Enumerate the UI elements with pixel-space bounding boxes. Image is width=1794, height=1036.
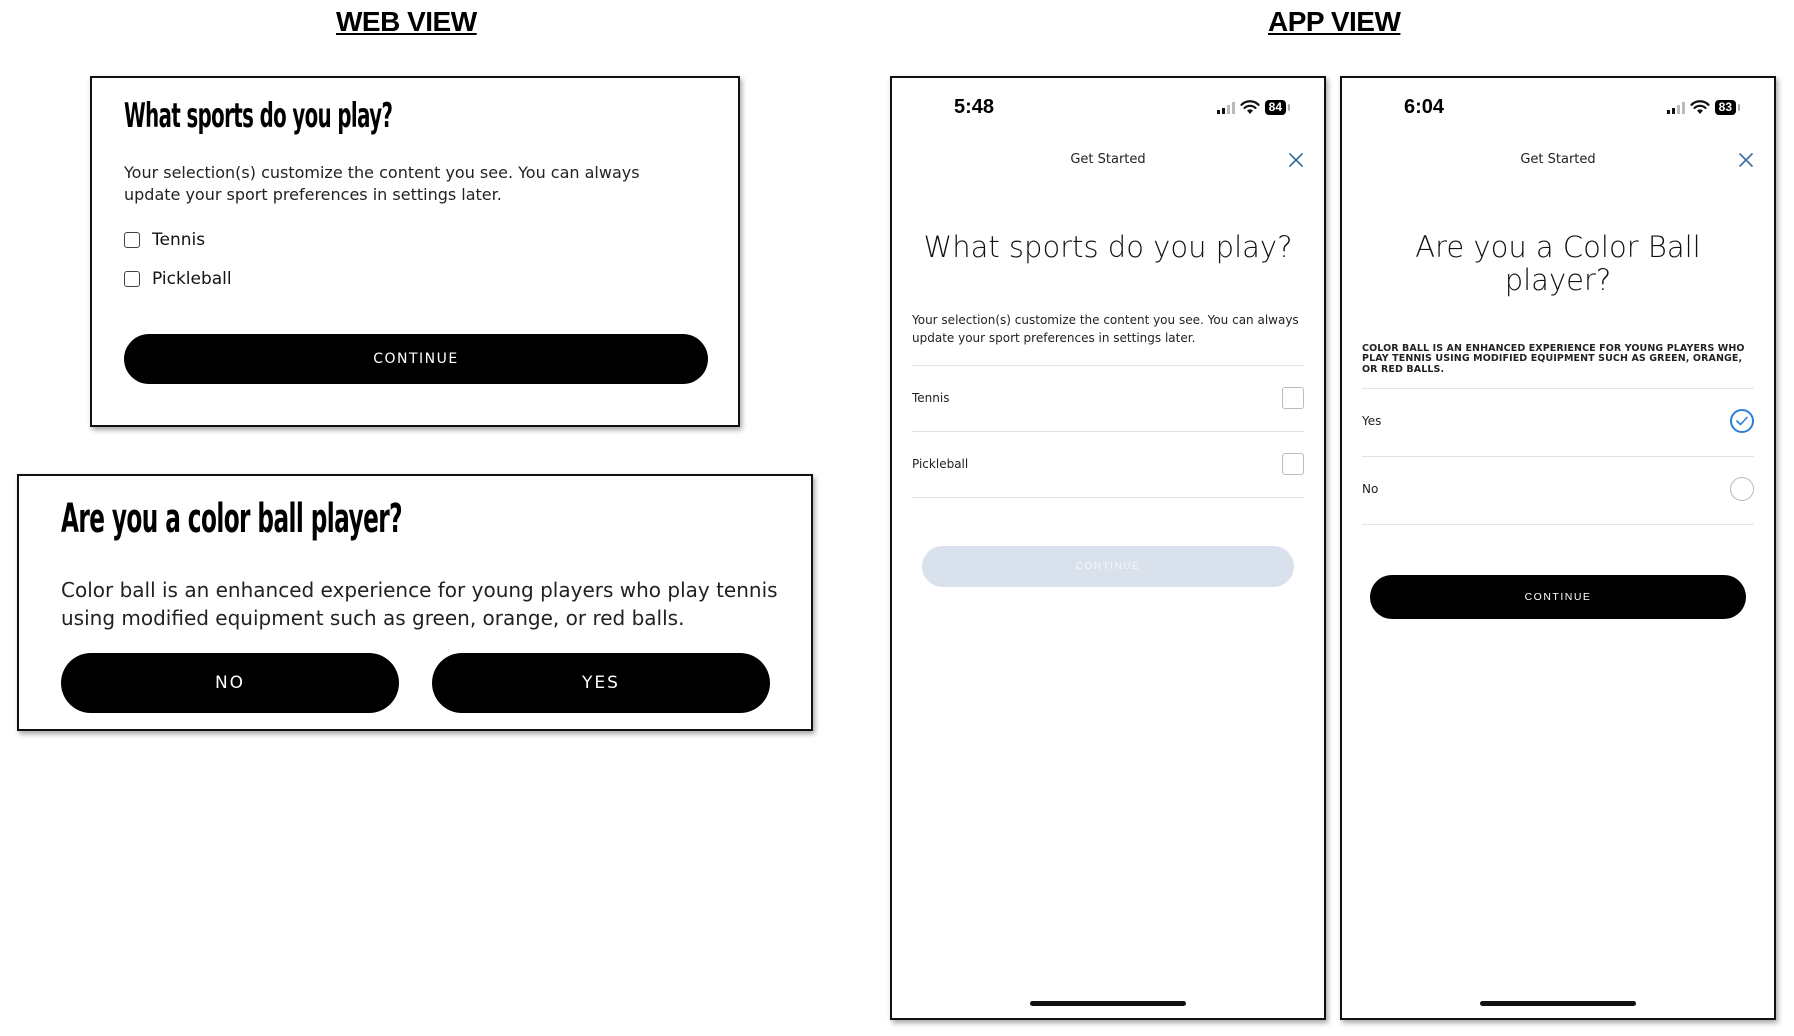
- divider: [912, 365, 1304, 366]
- web-option-label: Pickleball: [152, 269, 232, 289]
- app-option-tennis[interactable]: [912, 367, 1304, 429]
- battery-icon: 84: [1265, 100, 1286, 115]
- app-option-no[interactable]: [1362, 458, 1754, 520]
- no-radio[interactable]: [1730, 477, 1754, 501]
- home-indicator: [1030, 1001, 1186, 1006]
- pickleball-checkbox[interactable]: [124, 271, 140, 287]
- app-option-label: Yes: [1362, 414, 1382, 428]
- app-option-pickleball[interactable]: [912, 433, 1304, 495]
- signal-icon: [1667, 102, 1685, 114]
- app-colorball-description: COLOR BALL IS AN ENHANCED EXPERIENCE FOR YOUNG PLAYERS WHO PLAY TENNIS USING MODIFIED EQUIPMENT SUCH AS GREEN, ORANGE, OR RED BALLS.: [1362, 343, 1745, 375]
- wifi-icon: [1690, 100, 1710, 115]
- close-icon[interactable]: [1734, 148, 1758, 172]
- divider: [912, 431, 1304, 432]
- web-colorball-description: Color ball is an enhanced experience for young players who play tennis using modified equipment such as green, orange, or red balls.: [61, 578, 778, 630]
- nav-title: Get Started: [1520, 152, 1596, 167]
- wifi-icon: [1240, 100, 1260, 115]
- yes-radio-selected[interactable]: [1730, 409, 1754, 433]
- status-time: 6:04: [1404, 96, 1445, 118]
- web-yes-button[interactable]: YES: [432, 653, 770, 713]
- tennis-checkbox[interactable]: [124, 232, 140, 248]
- app-screen-colorball: [1340, 76, 1776, 1020]
- web-colorball-title: Are you a color ball player?: [61, 496, 402, 542]
- app-sports-description: Your selection(s) customize the content you see. You can always update your sport preferences in settings later.: [912, 313, 1299, 345]
- close-icon[interactable]: [1284, 148, 1308, 172]
- tennis-checkbox[interactable]: [1282, 387, 1304, 409]
- app-option-label: Tennis: [912, 391, 950, 405]
- app-option-label: Pickleball: [912, 457, 969, 471]
- check-icon: [1736, 416, 1748, 426]
- web-sports-description: Your selection(s) customize the content you see. You can always update your sport preferences in settings later.: [124, 163, 640, 205]
- web-sports-card: [90, 76, 740, 427]
- web-option-label: Tennis: [152, 230, 206, 250]
- divider: [1362, 524, 1754, 525]
- battery-icon: 83: [1715, 100, 1736, 115]
- app-screen-sports: [890, 76, 1326, 1020]
- web-continue-button[interactable]: CONTINUE: [124, 334, 708, 384]
- app-view-heading: APP VIEW: [1268, 6, 1401, 37]
- app-colorball-title: Are you a Color Ball player?: [1415, 230, 1701, 297]
- app-option-label: No: [1362, 482, 1379, 496]
- app-continue-button[interactable]: CONTINUE: [1370, 575, 1746, 619]
- web-option-pickleball[interactable]: [124, 269, 232, 289]
- pickleball-checkbox[interactable]: [1282, 453, 1304, 475]
- signal-icon: [1217, 102, 1235, 114]
- divider: [1362, 456, 1754, 457]
- status-time: 5:48: [954, 96, 995, 118]
- app-sports-title: What sports do you play?: [923, 230, 1293, 264]
- divider: [1362, 388, 1754, 389]
- app-continue-button-disabled[interactable]: CONTINUE: [922, 546, 1294, 587]
- status-icons: [1217, 100, 1286, 115]
- app-option-yes[interactable]: [1362, 390, 1754, 452]
- divider: [912, 497, 1304, 498]
- web-colorball-card: [17, 474, 813, 731]
- web-option-tennis[interactable]: [124, 230, 205, 250]
- nav-title: Get Started: [1070, 152, 1146, 167]
- web-sports-title: What sports do you play?: [124, 96, 393, 136]
- status-icons: [1667, 100, 1736, 115]
- web-no-button[interactable]: NO: [61, 653, 399, 713]
- home-indicator: [1480, 1001, 1636, 1006]
- web-view-heading: WEB VIEW: [336, 6, 477, 37]
